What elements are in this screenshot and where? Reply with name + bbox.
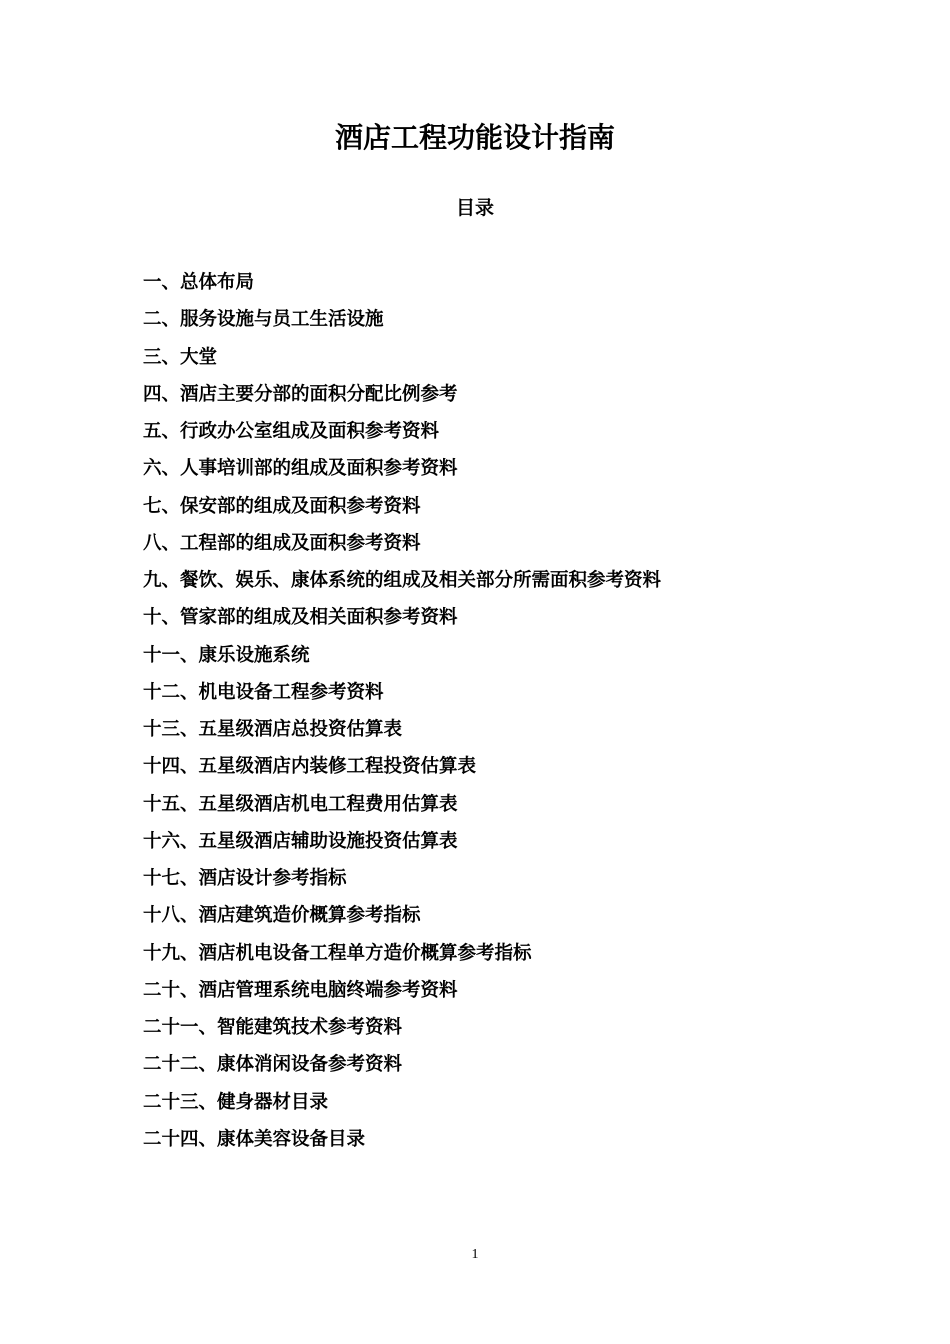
toc-heading: 目录 (455, 197, 494, 219)
toc-item: 十三、五星级酒店总投资估算表 (143, 719, 403, 740)
toc-item: 十八、酒店建筑造价概算参考指标 (143, 905, 421, 927)
toc-item: 十五、五星级酒店机电工程费用估算表 (143, 793, 458, 815)
toc-item: 十一、康乐设施系统 (143, 644, 310, 666)
toc-item: 十二、机电设备工程参考资料 (143, 681, 384, 703)
toc-item: 四、酒店主要分部的面积分配比例参考 (143, 383, 458, 405)
toc-item: 十四、五星级酒店内装修工程投资估算表 (143, 756, 477, 778)
page-number: 1 (471, 1247, 479, 1262)
toc-item: 五、行政办公室组成及面积参考资料 (143, 421, 440, 442)
toc-item: 三、大堂 (143, 346, 218, 368)
document-title: 酒店工程功能设计指南 (334, 121, 615, 154)
toc-item: 二十三、健身器材目录 (143, 1091, 329, 1113)
toc-item: 十七、酒店设计参考指标 (143, 868, 347, 889)
toc-item: 二、服务设施与员工生活设施 (143, 309, 384, 331)
toc-item: 二十一、智能建筑技术参考资料 (143, 1017, 403, 1038)
toc-item: 九、餐饮、娱乐、康体系统的组成及相关部分所需面积参考资料 (143, 570, 662, 591)
toc-item: 十六、五星级酒店辅助设施投资估算表 (143, 830, 458, 852)
toc-item: 二十二、康体消闲设备参考资料 (143, 1054, 403, 1076)
toc-item: 六、人事培训部的组成及面积参考资料 (143, 458, 458, 480)
toc-item: 七、保安部的组成及面积参考资料 (143, 495, 421, 517)
toc-item: 十九、酒店机电设备工程单方造价概算参考指标 (143, 942, 532, 964)
toc-item: 十、管家部的组成及相关面积参考资料 (143, 607, 458, 629)
toc-item: 二十、酒店管理系统电脑终端参考资料 (143, 979, 458, 1001)
toc-item: 二十四、康体美容设备目录 (143, 1128, 366, 1150)
toc-item: 一、总体布局 (143, 272, 255, 293)
toc-item: 八、工程部的组成及面积参考资料 (143, 532, 421, 554)
toc-list (143, 268, 661, 1162)
